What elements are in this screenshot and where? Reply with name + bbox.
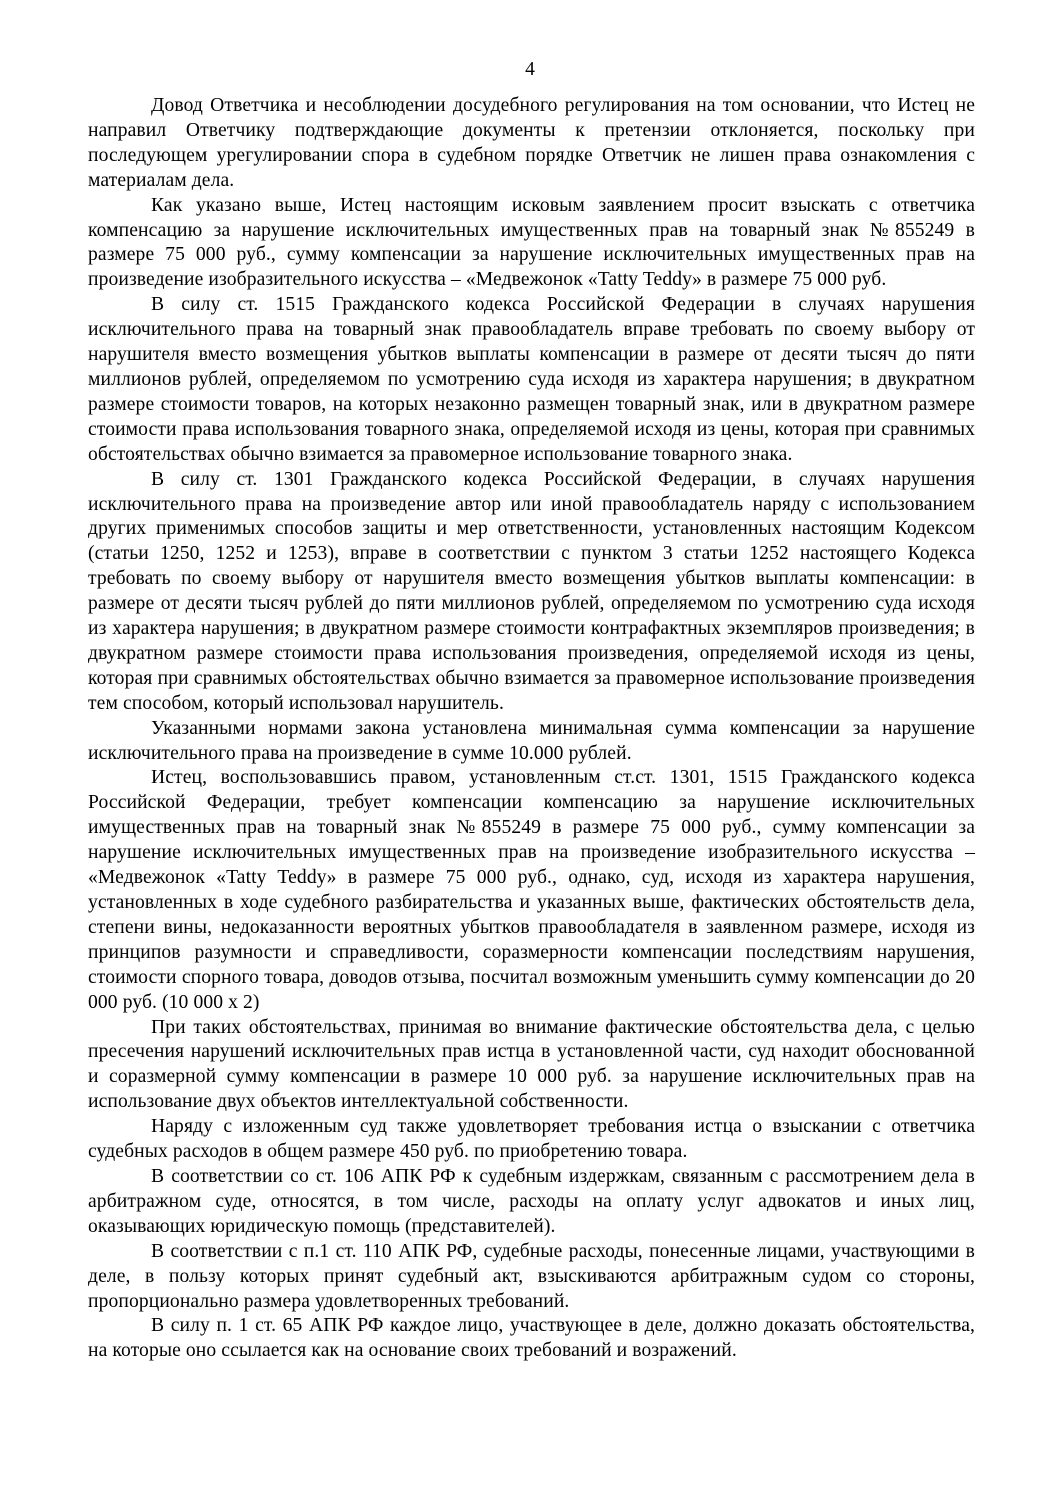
paragraph-article-65-apk: В силу п. 1 ст. 65 АПК РФ каждое лицо, участвующее в деле, должно доказать обстоятельства, на которые оно ссылается как на основание своих требований и возражений. — [88, 1315, 975, 1362]
paragraph-article-106-apk: В соответствии со ст. 106 АПК РФ к судебным издержкам, связанным с рассмотрением дела в арбитражном суде, относятся, в том числе, расходы на оплату услуг адвокатов и иных лиц, оказывающих юридическую помощь (представителей). — [88, 1165, 975, 1237]
paragraph-court-costs-450: Наряду с изложенным суд также удовлетворяет требования истца о взыскании с ответчика судебных расходов в общем размере 450 руб. по приобретению товара. — [88, 1116, 975, 1163]
paragraph-article-1301: В силу ст. 1301 Гражданского кодекса Российской Федерации, в случаях нарушения исключительного права на произведение автор или иной правообладатель наряду с использованием других применимых способов защиты и мер ответственности, установленных настоящим Кодексом (статьи 1250, 1252 и 1253), вправе в соответствии с пунктом 3 статьи 1252 настоящего Кодекса требовать по своему выбору от нарушителя вместо возмещения убытков выплаты компенсации: в размере от десяти тысяч рублей до пяти миллионов рублей, определяемом по усмотрению суда исходя из характера нарушения; в двукратном размере стоимости контрафактных экземпляров произведения; в двукратном размере стоимости права использования произведения, определяемой исходя из цены, которая при сравнимых обстоятельствах обычно взимается за правомерное использование произведения тем способом, который использовал нарушитель. — [88, 468, 975, 714]
paragraph-minimum-compensation: Указанными нормами закона установлена минимальная сумма компенсации за нарушение исключительного права на произведение в сумме 10.000 рублей. — [88, 717, 975, 764]
paragraph-claim-summary: Как указано выше, Истец настоящим исковым заявлением просит взыскать с ответчика компенсацию за нарушение исключительных имущественных прав на товарный знак №855249 в размере 75 000 руб., сумму компенсации за нарушение исключительных имущественных прав на произведение изобразительного искусства – «Медвежонок «Tatty Teddy» в размере 75 000 руб. — [88, 194, 975, 291]
document-body — [88, 94, 975, 1364]
page-number: 4 — [525, 59, 535, 80]
paragraph-article-110-apk: В соответствии с п.1 ст. 110 АПК РФ, судебные расходы, понесенные лицами, участвующими в деле, в пользу которых принят судебный акт, взыскиваются арбитражным судом со стороны, пропорционально размера удовлетворенных требований. — [88, 1240, 975, 1312]
paragraph-court-conclusion: При таких обстоятельствах, принимая во внимание фактические обстоятельства дела, с целью пресечения нарушений исключительных прав истца в установленной части, суд находит обоснованной и соразмерной сумму компенсации в размере 10 000 руб. за нарушение исключительных прав на использование двух объектов интеллектуальной собственности. — [88, 1016, 975, 1113]
paragraph-article-1515: В силу ст. 1515 Гражданского кодекса Российской Федерации в случаях нарушения исключительного права на товарный знак правообладатель вправе требовать по своему выбору от нарушителя вместо возмещения убытков выплаты компенсации в размере от десяти тысяч до пяти миллионов рублей, определяемом по усмотрению суда исходя из характера нарушения; в двукратном размере стоимости товаров, на которых незаконно размещен товарный знак, или в двукратном размере стоимости права использования товарного знака, определяемой исходя из цены, которая при сравнимых обстоятельствах обычно взимается за правомерное использование товарного знака. — [88, 294, 975, 465]
paragraph-court-reduction: Истец, воспользовавшись правом, установленным ст.ст. 1301, 1515 Гражданского кодекса Российской Федерации, требует компенсации компенсацию за нарушение исключительных имущественных прав на товарный знак №855249 в размере 75 000 руб., сумму компенсации за нарушение исключительных имущественных прав на произведение изобразительного искусства – «Медвежонок «Tatty Teddy» в размере 75 000 руб., однако, суд, исходя из характера нарушения, установленных в ходе судебного разбирательства и указанных выше, фактических обстоятельств дела, степени вины, недоказанности вероятных убытков правообладателя в заявленном размере, исходя из принципов разумности и справедливости, соразмерности компенсации последствиям нарушения, стоимости спорного товара, доводов отзыва, посчитал возможным уменьшить сумму компенсации до 20 000 руб. (10 000 х 2) — [88, 767, 975, 1013]
paragraph-pretrial-settlement-argument: Довод Ответчика и несоблюдении досудебного регулирования на том основании, что Истец не направил Ответчику подтверждающие документы к претензии отклоняется, поскольку при последующем урегулировании спора в судебном порядке Ответчик не лишен права ознакомления с материалам дела. — [88, 95, 975, 191]
